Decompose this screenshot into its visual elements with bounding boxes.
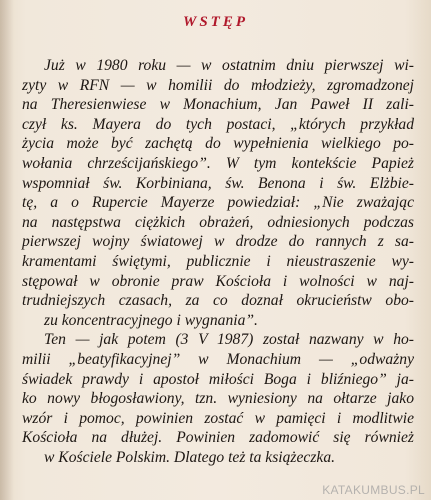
text-line: pierwszej wojny światowej w drodze do rannych z sa- <box>22 233 414 251</box>
text-line: czył ks. Mayera do tych postaci, „których przykład <box>22 115 414 133</box>
text-line: świadek prawdy i apostoł miłości Boga i bliźniego” ja- <box>22 370 414 388</box>
text-line: stępował w obronie praw Kościoła i wolności w naj- <box>22 272 414 290</box>
text-line: w Kościele Polskim. Dlatego też ta książeczka. <box>44 448 336 466</box>
text-line: zyty w RFN — w homilii do młodzieży, zgromadzonej <box>22 76 414 94</box>
text-line: ko nowy błogosławiony, tzn. wyniesiony na ołtarze jako <box>22 390 414 408</box>
text-line: wzór i pomoc, powinien zostać w pamięci i modlitwie <box>22 409 414 427</box>
chapter-heading: WSTĘP <box>182 14 248 30</box>
text-line: wspomniał św. Korbiniana, św. Benona i św. Elżbie- <box>22 174 414 192</box>
text-line: na Theresienwiese w Monachium, Jan Paweł II zali- <box>22 96 414 114</box>
watermark: KATAKUMBUS.PL <box>322 483 425 497</box>
text-line: milii „beatyfikacyjnej” w Monachium — „odważny <box>22 350 414 368</box>
text-line: życia może być zachętą do wypełnienia wielkiego po- <box>22 135 414 153</box>
text-line: zu koncentracyjnego i wygnania”. <box>44 311 258 329</box>
text-line: trudniejszych czasach, za co doznał okrucieństw obo- <box>22 292 414 310</box>
text-line: Ten — jak potem (3 V 1987) został nazwany w ho- <box>44 331 414 349</box>
text-line: Kościoła na dłużej. Powinien zadomowić się również <box>22 429 414 447</box>
text-line: wołania chrześcijańskiego”. W tym kontekście Papież <box>22 154 414 172</box>
spine-shadow <box>0 0 14 500</box>
text-line: kramentami świętymi, publicznie i nieustraszenie wy- <box>22 252 414 270</box>
text-line: na następstwa ciężkich obrażeń, odniesionych podczas <box>22 213 414 231</box>
text-line: Już w 1980 roku — w ostatnim dniu pierwszej wi- <box>44 57 414 74</box>
text-line: tę, a o Rupercie Mayerze powiedział: „Nie zważając <box>22 194 414 212</box>
body-text <box>22 56 414 467</box>
